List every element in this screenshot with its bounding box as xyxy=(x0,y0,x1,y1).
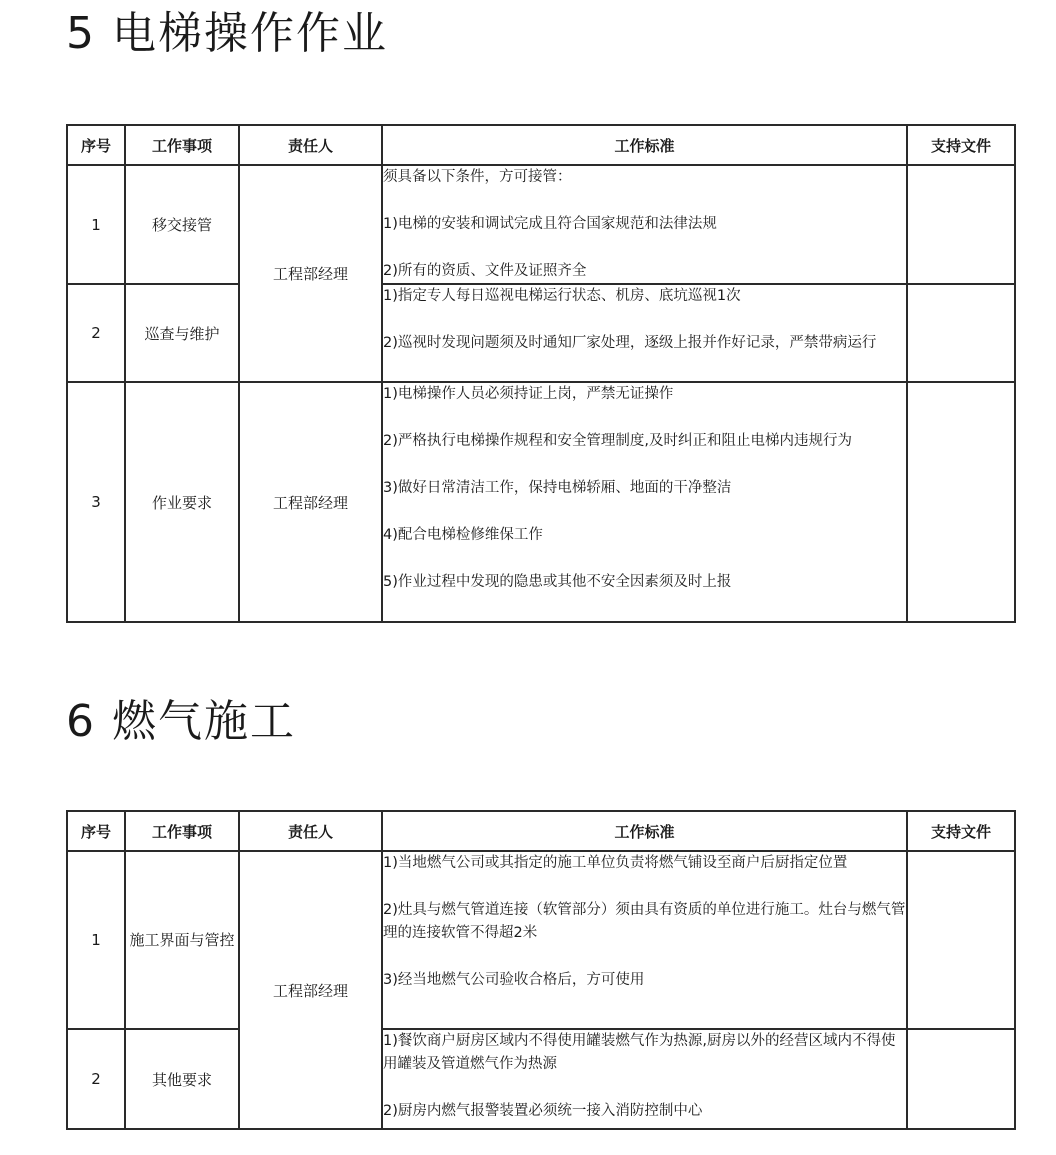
standard-line: 2)厨房内燃气报警装置必须统一接入消防控制中心 xyxy=(383,1103,703,1119)
header-no: 序号 xyxy=(67,125,125,165)
row-item: 巡查与维护 xyxy=(125,284,239,382)
header-support-docs: 支持文件 xyxy=(907,811,1015,851)
table-row xyxy=(67,382,1015,622)
row-support-docs xyxy=(907,165,1015,284)
row-support-docs xyxy=(907,284,1015,382)
row-item: 作业要求 xyxy=(125,382,239,622)
table-row xyxy=(67,1029,1015,1129)
standard-line: 4)配合电梯检修维保工作 xyxy=(383,527,543,543)
table-row xyxy=(67,284,1015,382)
standard-line: 须具备以下条件，方可接管： xyxy=(383,169,572,185)
row-number: 2 xyxy=(67,284,125,382)
gas-construction-table xyxy=(66,810,1016,1130)
row-standard xyxy=(382,284,907,382)
standard-line: 5)作业过程中发现的隐患或其他不安全因素须及时上报 xyxy=(383,574,732,590)
section-title-elevator: 5 电梯操作作业 xyxy=(66,8,388,59)
row-item: 其他要求 xyxy=(125,1029,239,1129)
row-number: 3 xyxy=(67,382,125,622)
standard-line: 3)做好日常清洁工作，保持电梯轿厢、地面的干净整洁 xyxy=(383,480,732,496)
table-row xyxy=(67,851,1015,1029)
header-standard: 工作标准 xyxy=(382,811,907,851)
header-standard: 工作标准 xyxy=(382,125,907,165)
header-support-docs: 支持文件 xyxy=(907,125,1015,165)
row-number: 2 xyxy=(67,1029,125,1129)
row-support-docs xyxy=(907,382,1015,622)
row-support-docs xyxy=(907,1029,1015,1129)
standard-line: 1)指定专人每日巡视电梯运行状态、机房、底坑巡视1次 xyxy=(383,288,741,304)
header-responsible: 责任人 xyxy=(239,811,382,851)
standard-line: 2)所有的资质、文件及证照齐全 xyxy=(383,263,587,279)
row-item: 施工界面与管控 xyxy=(125,851,239,1029)
table-header-row xyxy=(67,811,1015,851)
header-item: 工作事项 xyxy=(125,125,239,165)
header-no: 序号 xyxy=(67,811,125,851)
row-standard xyxy=(382,851,907,1029)
standard-line: 1)当地燃气公司或其指定的施工单位负责将燃气铺设至商户后厨指定位置 xyxy=(383,855,848,871)
row-responsible: 工程部经理 xyxy=(239,165,382,382)
row-responsible: 工程部经理 xyxy=(239,382,382,622)
row-support-docs xyxy=(907,851,1015,1029)
table-row xyxy=(67,165,1015,284)
standard-line: 2)巡视时发现问题须及时通知厂家处理，逐级上报并作好记录，严禁带病运行 xyxy=(383,335,877,351)
row-number: 1 xyxy=(67,851,125,1029)
row-standard xyxy=(382,1029,907,1129)
standard-line: 2)严格执行电梯操作规程和安全管理制度,及时纠正和阻止电梯内违规行为 xyxy=(383,433,852,449)
standard-line: 3)经当地燃气公司验收合格后，方可使用 xyxy=(383,972,645,988)
standard-line: 2)灶具与燃气管道连接（软管部分）须由具有资质的单位进行施工。灶台与燃气管理的连接软管不得超2米 xyxy=(383,902,906,941)
standard-line: 1)餐饮商户厨房区域内不得使用罐装燃气作为热源,厨房以外的经营区域内不得使用罐装及管道燃气作为热源 xyxy=(383,1033,896,1072)
row-standard xyxy=(382,382,907,622)
header-item: 工作事项 xyxy=(125,811,239,851)
section-title-gas: 6 燃气施工 xyxy=(66,696,296,747)
header-responsible: 责任人 xyxy=(239,125,382,165)
table-header-row xyxy=(67,125,1015,165)
row-responsible: 工程部经理 xyxy=(239,851,382,1129)
standard-line: 1)电梯的安装和调试完成且符合国家规范和法律法规 xyxy=(383,216,717,232)
row-number: 1 xyxy=(67,165,125,284)
elevator-operation-table xyxy=(66,124,1016,623)
standard-line: 1)电梯操作人员必须持证上岗，严禁无证操作 xyxy=(383,386,674,402)
row-standard xyxy=(382,165,907,284)
row-item: 移交接管 xyxy=(125,165,239,284)
